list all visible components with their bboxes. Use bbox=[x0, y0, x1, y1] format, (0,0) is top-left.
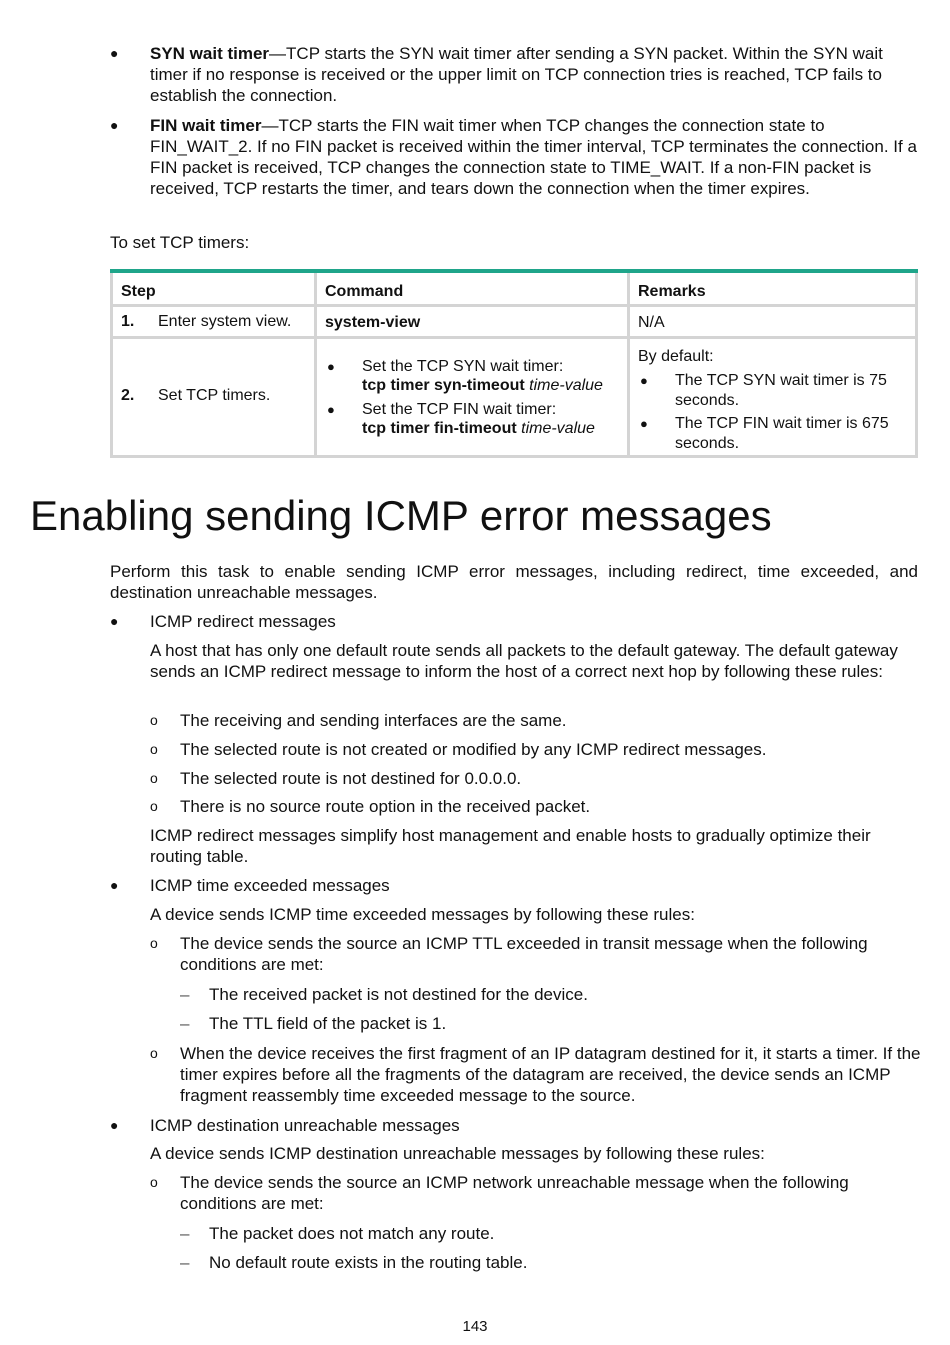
row2-step-text: Set TCP timers. bbox=[158, 387, 271, 404]
fin-desc: —TCP starts the FIN wait timer when TCP changes the connection state to FIN_WAIT_2. If no FIN packet is received within the timer interval, TCP terminates the connection. If a FIN packet is received, TCP changes the connection state to TIME_WAIT. If a non-FIN packet is received, TCP restarts the timer, and tears down the connection when the timer expires. bbox=[150, 116, 917, 198]
bullet-icon: ● bbox=[640, 373, 648, 388]
section-title: Enabling sending ICMP error messages bbox=[30, 492, 772, 539]
row2-step-cell bbox=[110, 339, 317, 458]
redirect-rule: The selected route is not destined for 0.0.0.0. bbox=[180, 769, 522, 788]
circle-bullet-icon: o bbox=[150, 1045, 158, 1061]
time-exceeded-title: ICMP time exceeded messages bbox=[150, 876, 390, 895]
header-command: Command bbox=[325, 283, 404, 300]
unreachable-condition: The packet does not match any route. bbox=[209, 1224, 495, 1243]
syn-cmd-label: Set the TCP SYN wait timer: bbox=[362, 358, 564, 375]
dash-bullet-icon: – bbox=[180, 1253, 190, 1272]
syn-cmd-syntax bbox=[362, 376, 603, 396]
tcp-timers-table bbox=[110, 269, 918, 458]
unreachable-rule1: The device sends the source an ICMP network unreachable message when the following conditions are met: bbox=[180, 1173, 849, 1213]
row1-command-cell bbox=[317, 307, 630, 339]
syn-term: SYN wait timer bbox=[150, 44, 270, 63]
table-intro: To set TCP timers: bbox=[110, 233, 250, 252]
row1-step-text: Enter system view. bbox=[158, 313, 292, 330]
circle-bullet-icon: o bbox=[150, 1174, 158, 1190]
remark-fin: The TCP FIN wait timer is 675 seconds. bbox=[675, 415, 889, 452]
remarks-head: By default: bbox=[638, 348, 714, 365]
bullet-icon: ● bbox=[327, 359, 335, 374]
fin-term: FIN wait timer bbox=[150, 116, 262, 135]
circle-bullet-icon: o bbox=[150, 935, 158, 951]
time-exceeded-condition: The TTL field of the packet is 1. bbox=[209, 1014, 447, 1033]
header-cell-remarks bbox=[630, 273, 918, 307]
bullet-icon: ● bbox=[110, 117, 119, 133]
row2-command-cell bbox=[317, 339, 630, 458]
circle-bullet-icon: o bbox=[150, 741, 158, 757]
dash-bullet-icon: – bbox=[180, 1014, 190, 1033]
syn-desc: —TCP starts the SYN wait timer after sending a SYN packet. Within the SYN wait timer if no response is received or the upper limit on TCP connection tries is reached, TCP fails to establish the connection. bbox=[150, 44, 883, 105]
unreachable-desc: A device sends ICMP destination unreachable messages by following these rules: bbox=[150, 1144, 765, 1163]
redirect-rule: The selected route is not created or modified by any ICMP redirect messages. bbox=[180, 740, 767, 759]
row2-remarks-cell bbox=[630, 339, 918, 458]
time-exceeded-rule1: The device sends the source an ICMP TTL exceeded in transit message when the following conditions are met: bbox=[180, 934, 868, 974]
bullet-icon: ● bbox=[110, 877, 119, 893]
dash-bullet-icon: – bbox=[180, 985, 190, 1004]
section-intro: Perform this task to enable sending ICMP error messages, including redirect, time exceeded, and destination unreachable messages. bbox=[110, 562, 918, 602]
fin-cmd-arg: time-value bbox=[521, 420, 595, 437]
circle-bullet-icon: o bbox=[150, 798, 158, 814]
remark-syn: The TCP SYN wait timer is 75 seconds. bbox=[675, 372, 887, 409]
header-cell-command bbox=[317, 273, 630, 307]
bullet-icon: ● bbox=[327, 402, 335, 417]
syn-wait-timer-item bbox=[150, 43, 920, 106]
header-remarks: Remarks bbox=[638, 283, 706, 300]
unreachable-title: ICMP destination unreachable messages bbox=[150, 1116, 460, 1135]
row1-step-num: 1. bbox=[121, 313, 135, 330]
redirect-desc: A host that has only one default route sends all packets to the default gateway. The default gateway sends an ICMP redirect message to inform the host of a correct next hop by following these rules: bbox=[150, 641, 898, 681]
row1-remarks: N/A bbox=[638, 314, 665, 331]
dash-bullet-icon: – bbox=[180, 1224, 190, 1243]
redirect-rule: There is no source route option in the received packet. bbox=[180, 797, 591, 816]
row2-step-num: 2. bbox=[121, 387, 135, 404]
row1-command: system-view bbox=[325, 314, 421, 331]
fin-wait-timer-item bbox=[150, 115, 920, 199]
redirect-rule: The receiving and sending interfaces are the same. bbox=[180, 711, 567, 730]
bullet-icon: ● bbox=[110, 1117, 119, 1133]
time-exceeded-rule2: When the device receives the first fragment of an IP datagram destined for it, it starts a timer. If the timer expires before all the fragments of the datagram are received, the device sends an ICMP fragment reassembly time exceeded message to the source. bbox=[180, 1044, 921, 1105]
fin-cmd-label: Set the TCP FIN wait timer: bbox=[362, 401, 557, 418]
circle-bullet-icon: o bbox=[150, 770, 158, 786]
fin-cmd-bold: tcp timer fin-timeout bbox=[362, 420, 517, 437]
page-number: 143 bbox=[462, 1318, 488, 1335]
time-exceeded-condition: The received packet is not destined for the device. bbox=[209, 985, 588, 1004]
row1-step-cell bbox=[110, 307, 317, 339]
redirect-summary: ICMP redirect messages simplify host management and enable hosts to gradually optimize their routing table. bbox=[150, 826, 871, 866]
bullet-icon: ● bbox=[110, 613, 119, 629]
header-cell-step bbox=[110, 273, 317, 307]
unreachable-condition: No default route exists in the routing table. bbox=[209, 1253, 528, 1272]
redirect-title: ICMP redirect messages bbox=[150, 612, 336, 631]
header-step: Step bbox=[121, 283, 156, 300]
row1-remarks-cell bbox=[630, 307, 918, 339]
syn-cmd-arg: time-value bbox=[529, 377, 603, 394]
circle-bullet-icon: o bbox=[150, 712, 158, 728]
fin-cmd-syntax bbox=[362, 419, 595, 439]
syn-cmd-bold: tcp timer syn-timeout bbox=[362, 377, 525, 394]
bullet-icon: ● bbox=[110, 45, 119, 61]
bullet-icon: ● bbox=[640, 416, 648, 431]
time-exceeded-desc: A device sends ICMP time exceeded messages by following these rules: bbox=[150, 905, 695, 924]
